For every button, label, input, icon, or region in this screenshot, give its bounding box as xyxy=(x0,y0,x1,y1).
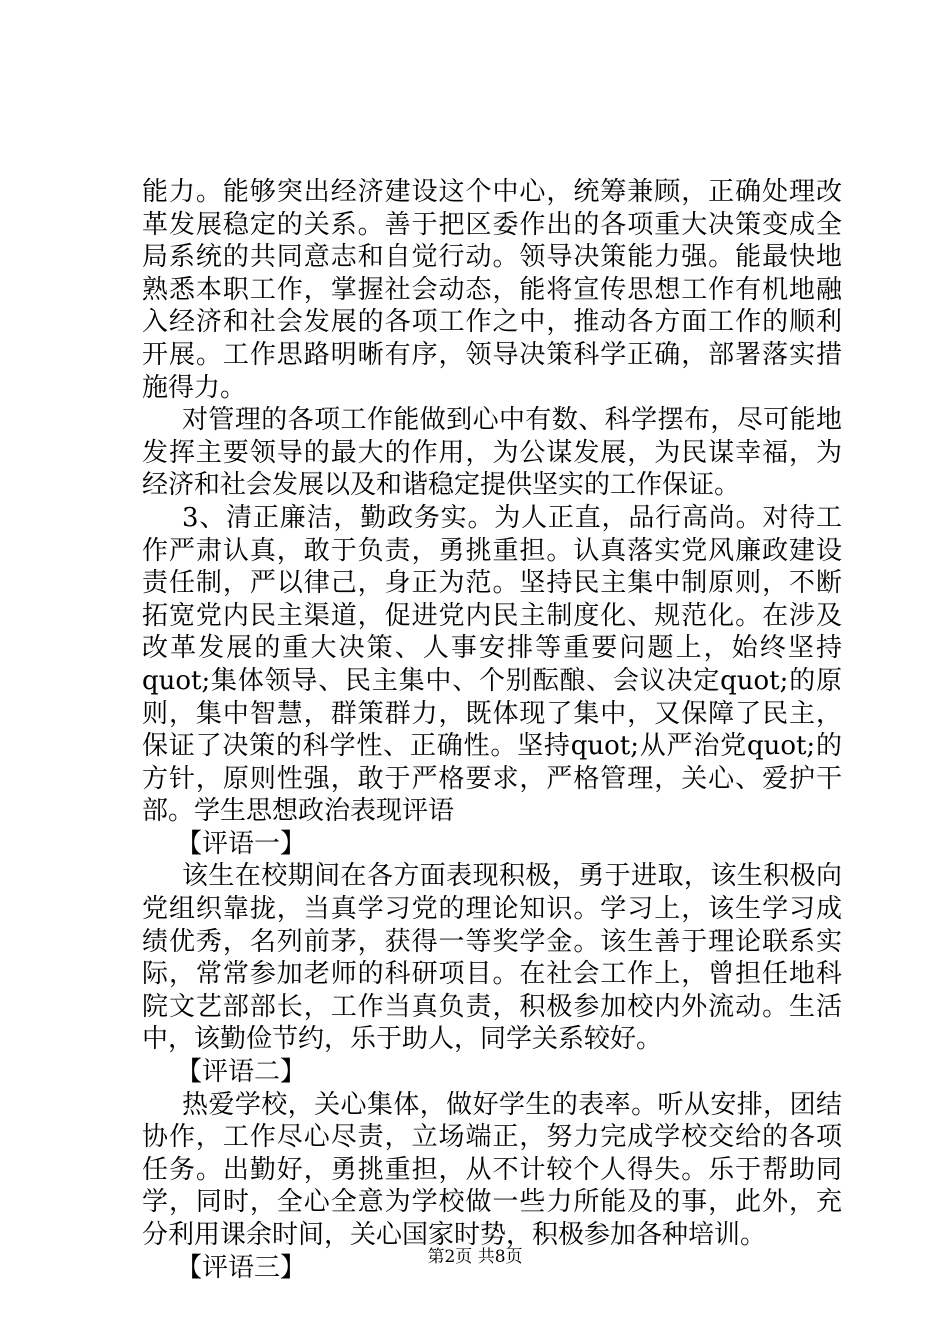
body-paragraph: 对管理的各项工作能做到心中有数、科学摆布，尽可能地发挥主要领导的最大的作用，为公谋发展，为民谋幸福，为经济和社会发展以及和谐稳定提供坚实的工作保证。 xyxy=(142,405,842,501)
body-paragraph: 该生在校期间在各方面表现积极，勇于进取，该生积极向党组织靠拢，当真学习党的理论知识。学习上，该生学习成绩优秀，名列前茅，获得一等奖学金。该生善于理论联系实际，常常参加老师的科研项目。在社会工作上，曾担任地科院文艺部部长，工作当真负责，积极参加校内外流动。生活中，该勤俭节约，乐于助人，同学关系较好。 xyxy=(142,861,842,1055)
section-heading: 【评语三】 xyxy=(176,1252,307,1283)
body-paragraph: 3、清正廉洁，勤政务实。为人正直，品行高尚。对待工作严肃认真，敢于负责，勇挑重担。认真落实党风廉政建设责任制，严以律己，身正为范。坚持民主集中制原则，不断拓宽党内民主渠道，促进党内民主制度化、规范化。在涉及改革发展的重大决策、人事安排等重要问题上，始终坚持quot;集体领导、民主集中、个别酝酿、会议决定quot;的原则，集中智慧，群策群力，既体现了集中，又保障了民主，保证了决策的科学性、正确性。坚持quot;从严治党quot;的方针，原则性强，敢于严格要求，严格管理，关心、爱护干部。学生思想政治表现评语 xyxy=(142,502,842,827)
section-heading: 【评语一】 xyxy=(176,828,307,859)
body-paragraph: 热爱学校，关心集体，做好学生的表率。听从安排，团结协作，工作尽心尽责，立场端正，努力完成学校交给的各项任务。出勤好，勇挑重担，从不计较个人得失。乐于帮助同学，同时，全心全意为学校做一些力所能及的事，此外，充分利用课余时间，关心国家时势，积极参加各种培训。 xyxy=(142,1089,842,1250)
document-body xyxy=(142,176,842,1284)
page-footer: 第2页 共8页 xyxy=(427,1247,523,1267)
body-paragraph: 能力。能够突出经济建设这个中心，统筹兼顾，正确处理改革发展稳定的关系。善于把区委作出的各项重大决策变成全局系统的共同意志和自觉行动。领导决策能力强。能最快地熟悉本职工作，掌握社会动态，能将宣传思想工作有机地融入经济和社会发展的各项工作之中，推动各方面工作的顺利开展。工作思路明晰有序，领导决策科学正确，部署落实措施得力。 xyxy=(142,177,842,403)
section-heading: 【评语二】 xyxy=(176,1057,307,1088)
